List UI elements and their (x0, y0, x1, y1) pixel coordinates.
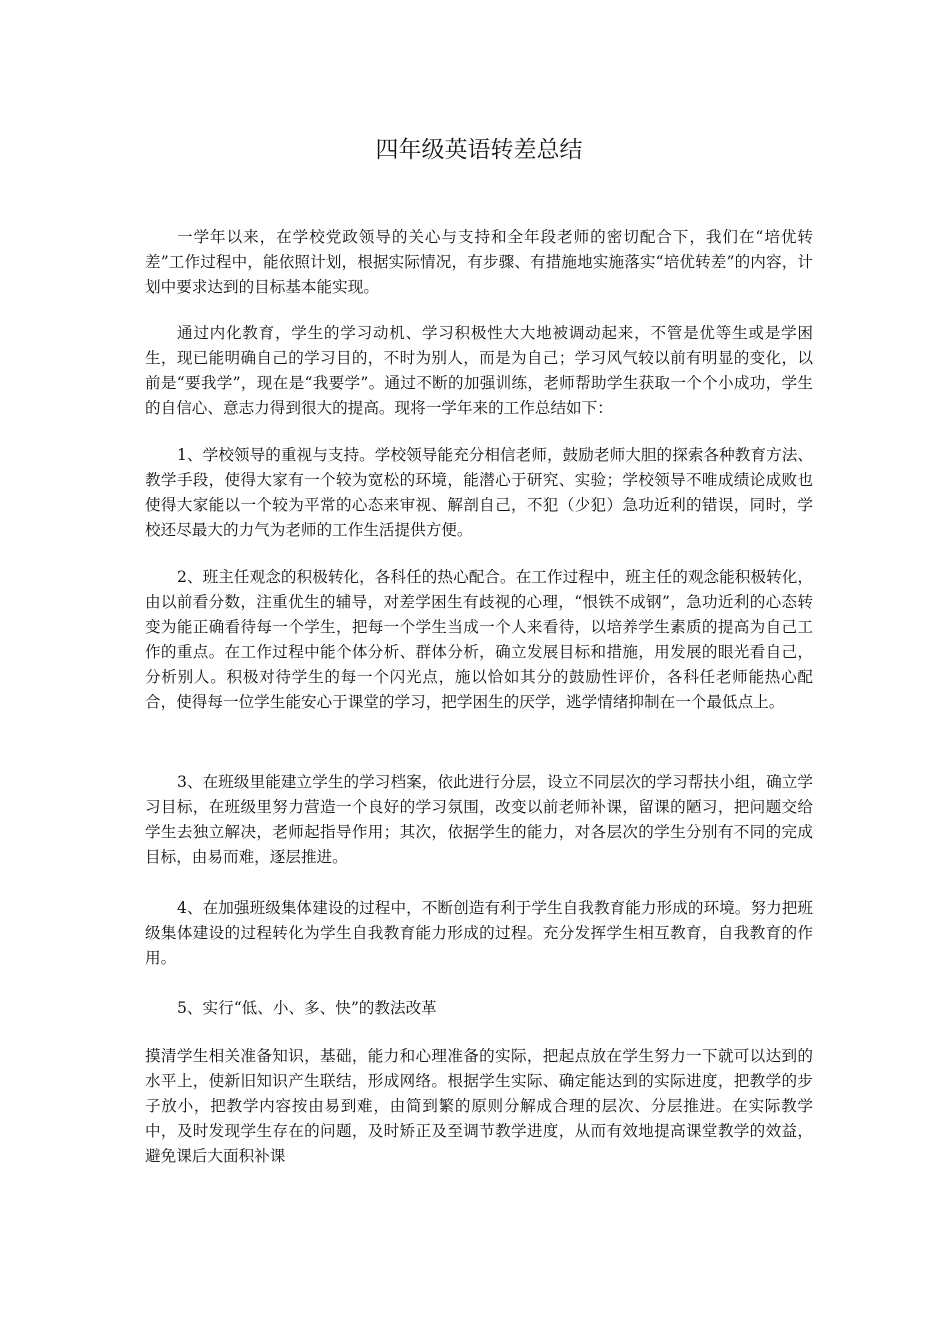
paragraph-item-5-heading: 5、实行“低、小、多、快”的教法改革 (177, 999, 437, 1017)
paragraph-item-2: 2、班主任观念的积极转化，各科任的热心配合。在工作过程中，班主任的观念能积极转化，由以前看分数，注重优生的辅导，对差学困生有歧视的心理，“恨铁不成钢”，急功近利的心态转变为能正确看待每一个学生，把每一个学生当成一个人来看待，以培养学生素质的提高为自己工作的重点。在工作过程中能个体分析、群体分析，确立发展目标和措施，用发展的眼光看自己，分析别人。积极对待学生的每一个闪光点，施以恰如其分的鼓励性评价，各科任老师能热心配合，使得每一位学生能安心于课堂的学习，把学困生的厌学，逃学情绪抑制在一个最低点上。 (145, 568, 813, 711)
paragraph-item-1: 1、学校领导的重视与支持。学校领导能充分相信老师，鼓励老师大胆的探索各种教育方法、教学手段，使得大家有一个较为宽松的环境，能潜心于研究、实验；学校领导不唯成绩论成败也使得大家能以一个较为平常的心态来审视、解剖自己，不犯（少犯）急功近利的错误，同时，学校还尽最大的力气为老师的工作生活提供方便。 (145, 446, 813, 539)
paragraph-item-4: 4、在加强班级集体建设的过程中，不断创造有利于学生自我教育能力形成的环境。努力把班级集体建设的过程转化为学生自我教育能力形成的过程。充分发挥学生相互教育，自我教育的作用。 (145, 899, 813, 967)
paragraph-overview: 通过内化教育，学生的学习动机、学习积极性大大地被调动起来，不管是优等生或是学困生，现已能明确自己的学习目的，不时为别人，而是为自己；学习风气较以前有明显的变化，以前是“要我学”，现在是“我要学”。通过不断的加强训练，老师帮助学生获取一个个小成功，学生的自信心、意志力得到很大的提高。现将一学年来的工作总结如下： (145, 324, 813, 417)
paragraph-item-5-body: 摸清学生相关准备知识，基础，能力和心理准备的实际，把起点放在学生努力一下就可以达到的水平上，使新旧知识产生联结，形成网络。根据学生实际、确定能达到的实际进度，把教学的步子放小，把教学内容按由易到难，由简到繁的原则分解成合理的层次、分层推进。在实际教学中，及时发现学生存在的问题，及时矫正及至调节教学进度，从而有效地提高课堂教学的效益，避免课后大面积补课 (145, 1047, 813, 1165)
paragraph-item-3: 3、在班级里能建立学生的学习档案，依此进行分层，设立不同层次的学习帮扶小组，确立学习目标，在班级里努力营造一个良好的学习氛围，改变以前老师补课，留课的陋习，把问题交给学生去独立解决，老师起指导作用；其次，依据学生的能力，对各层次的学生分别有不同的完成目标，由易而难，逐层推进。 (145, 773, 813, 866)
paragraph-intro: 一学年以来，在学校党政领导的关心与支持和全年段老师的密切配合下，我们在“培优转差”工作过程中，能依照计划，根据实际情况，有步骤、有措施地实施落实“培优转差”的内容，计划中要求达到的目标基本能实现。 (145, 228, 813, 296)
document-title: 四年级英语转差总结 (375, 137, 583, 163)
